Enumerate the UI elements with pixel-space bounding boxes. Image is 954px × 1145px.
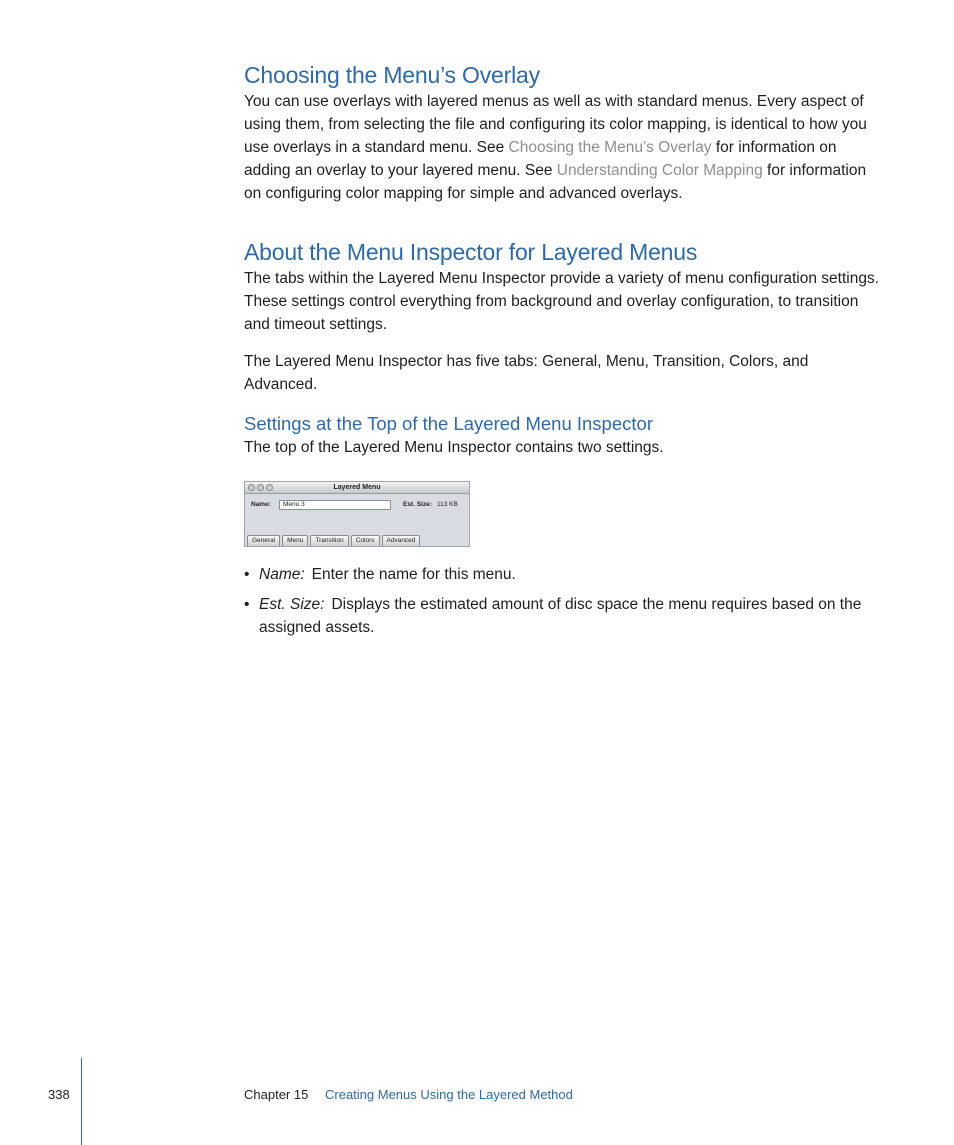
page-number: 338 [48, 1087, 70, 1102]
layered-menu-inspector-screenshot [244, 481, 470, 547]
list-item-text: Displays the estimated amount of disc space the menu requires based on the assigned assets. [259, 596, 862, 636]
link-choosing-overlay[interactable]: Choosing the Menu’s Overlay [508, 139, 712, 156]
footer-chapter: Chapter 15 [244, 1087, 309, 1102]
list-item [244, 593, 884, 639]
paragraph-text: You can use overlays with layered menus as well as with standard menus. Every aspect of using them, from selecting the file and configuring its color mapping, is identical to how you use overlays in a standard menu. See [244, 93, 867, 156]
bullet-icon: • [244, 566, 250, 583]
top-settings-paragraph: The top of the Layered Menu Inspector contains two settings. [244, 439, 664, 456]
inspector-tab-bar [247, 535, 422, 546]
est-size-label: Est. Size: [403, 501, 432, 508]
name-label: Name: [251, 501, 271, 508]
est-size-value: 113 KB [437, 501, 458, 508]
tab-transition[interactable]: Transition [310, 535, 348, 546]
section-heading-overlay: Choosing the Menu’s Overlay [244, 62, 540, 88]
bullet-icon: • [244, 596, 250, 613]
inspector-top-row [251, 499, 463, 511]
tab-general[interactable]: General [247, 535, 280, 546]
section-heading-menu-inspector: About the Menu Inspector for Layered Menus [244, 239, 698, 265]
name-field[interactable]: Menu 3 [279, 500, 391, 510]
overlay-paragraph [244, 90, 884, 205]
link-color-mapping[interactable]: Understanding Color Mapping [556, 162, 763, 179]
list-item-text: Enter the name for this menu. [311, 566, 516, 583]
tab-colors[interactable]: Colors [351, 535, 380, 546]
settings-list [244, 563, 884, 639]
inspector-title: Layered Menu [333, 484, 381, 491]
paragraph-text: for information on configuring color mapping for simple and advanced overlays. [244, 162, 867, 202]
tab-menu[interactable]: Menu [282, 535, 308, 546]
tab-advanced[interactable]: Advanced [382, 535, 421, 546]
list-item-term: Est. Size: [259, 596, 325, 613]
inspector-tabs-paragraph: The Layered Menu Inspector has five tabs: General, Menu, Transition, Colors, and Advanced. [244, 353, 809, 393]
subsection-heading-top-settings: Settings at the Top of the Layered Menu Inspector [244, 413, 653, 434]
list-item [244, 563, 884, 586]
footer-chapter-title[interactable]: Creating Menus Using the Layered Method [325, 1087, 573, 1102]
page-content [244, 60, 884, 646]
inspector-titlebar [245, 482, 469, 494]
list-item-term: Name: [259, 566, 305, 583]
inspector-intro-paragraph: The tabs within the Layered Menu Inspector provide a variety of menu configuration settings. These settings control everything from background and overlay configuration, to transition and timeout settings. [244, 270, 879, 333]
footer-divider [81, 1058, 82, 1145]
paragraph-text: for information on adding an overlay to your layered menu. See [244, 139, 837, 179]
